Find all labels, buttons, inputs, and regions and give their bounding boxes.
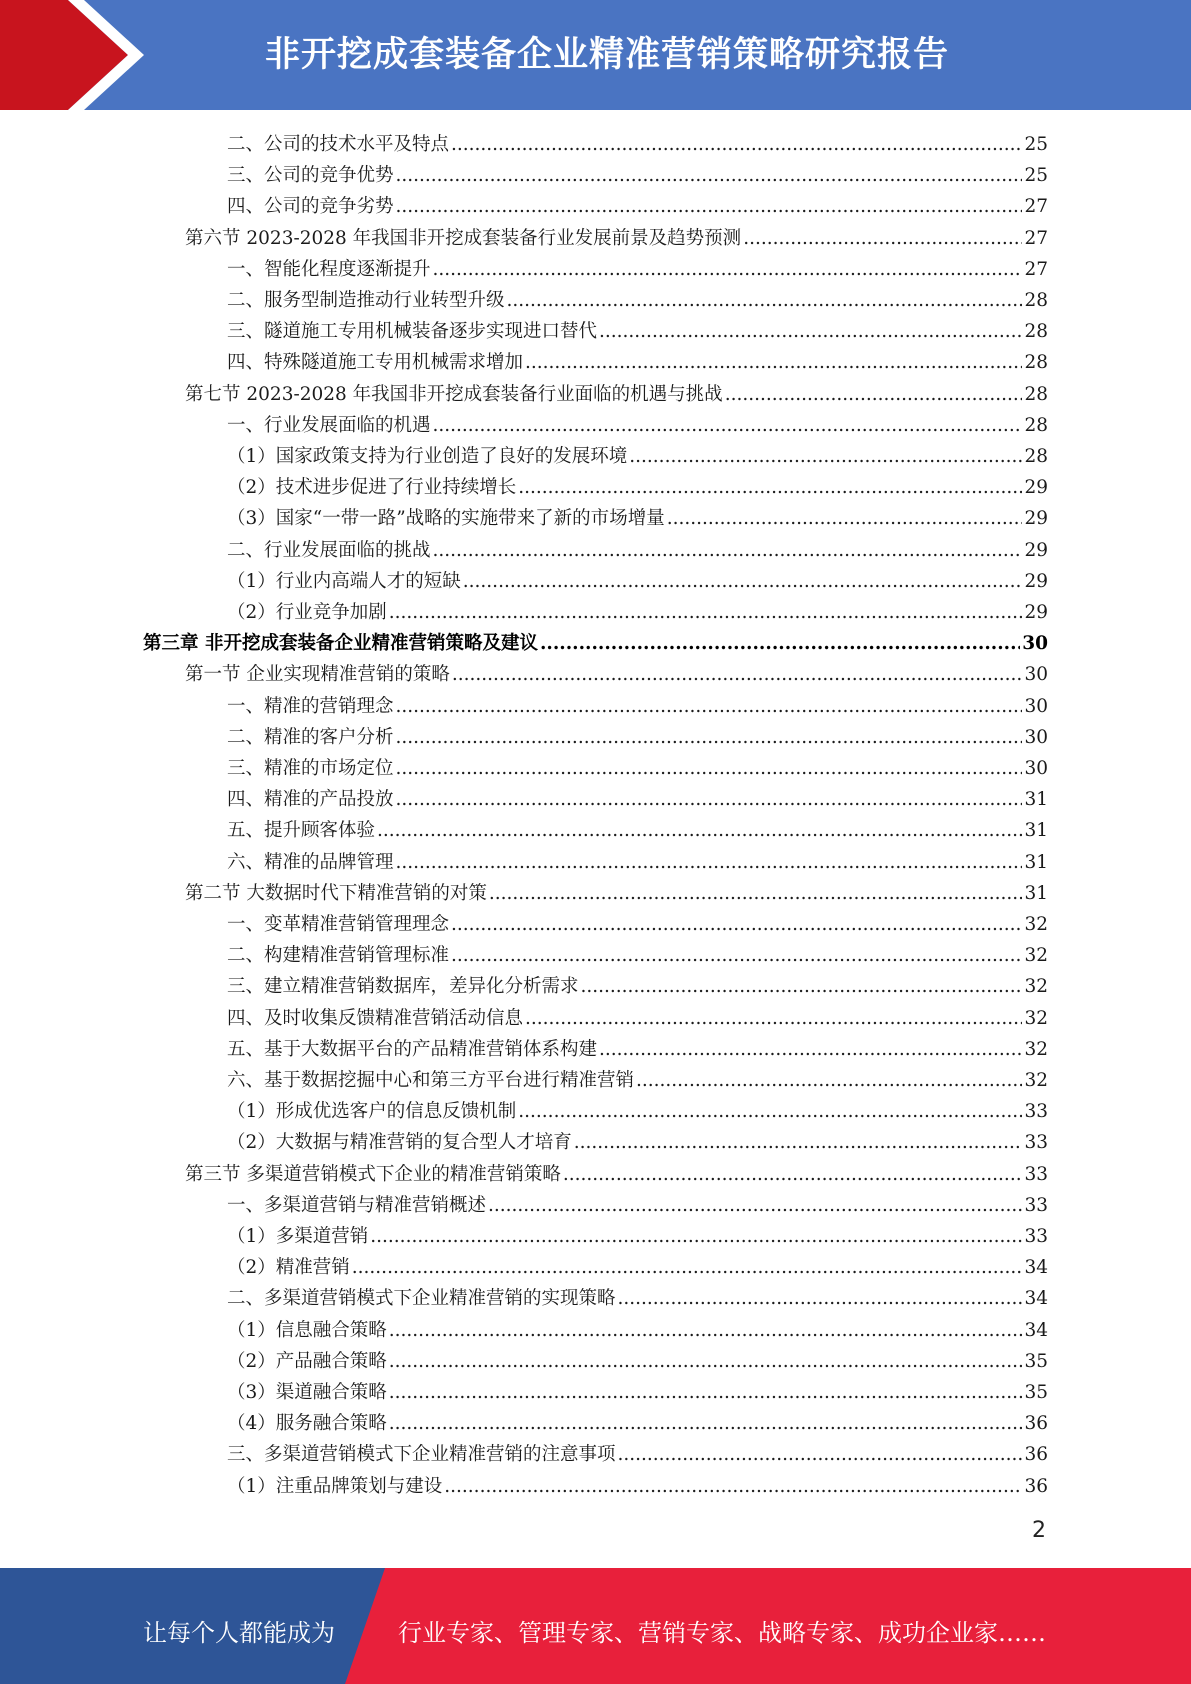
- toc-entry-title: 一、变革精准营销管理理念: [227, 914, 450, 935]
- toc-leader-dots: [451, 912, 1022, 938]
- toc-entry[interactable]: [185, 221, 1048, 252]
- toc-entry-page: 25: [1024, 165, 1048, 187]
- toc-entry-title: 二、多渠道营销模式下企业精准营销的实现策略: [227, 1288, 616, 1310]
- toc-entry-title: （2）大数据与精准营销的复合型人才培育: [227, 1132, 572, 1154]
- toc-entry-page: 28: [1024, 414, 1048, 436]
- toc-entry-title: 第七节 2023-2028 年我国非开挖成套装备行业面临的机遇与挑战: [185, 383, 723, 405]
- toc-leader-dots: [525, 1006, 1022, 1032]
- toc-entry[interactable]: [227, 1219, 1048, 1250]
- toc-entry[interactable]: [227, 595, 1048, 626]
- toc-leader-dots: [725, 382, 1023, 408]
- toc-entry[interactable]: [227, 1063, 1048, 1094]
- toc-entry-page: 31: [1024, 882, 1048, 904]
- toc-leader-dots: [396, 850, 1023, 876]
- toc-entry[interactable]: [227, 564, 1048, 595]
- toc-leader-dots: [433, 538, 1023, 564]
- toc-entry-title: 第二节 大数据时代下精准营销的对策: [185, 882, 487, 904]
- toc-entry[interactable]: [227, 1469, 1048, 1500]
- toc-entry-page: 27: [1024, 258, 1048, 280]
- toc-leader-dots: [444, 1474, 1022, 1500]
- toc-entry-title: （1）多渠道营销: [227, 1226, 369, 1247]
- toc-entry[interactable]: [227, 314, 1048, 345]
- footer-banner: [0, 1568, 1191, 1684]
- toc-entry-title: 五、提升顾客体验: [227, 820, 376, 842]
- toc-entry-page: 34: [1024, 1288, 1048, 1310]
- footer-slogan-left: 让每个人都能成为: [143, 1619, 335, 1647]
- toc-leader-dots: [389, 1380, 1023, 1406]
- toc-entry[interactable]: [227, 1125, 1048, 1156]
- toc-entry[interactable]: [227, 439, 1048, 470]
- header-banner: [0, 0, 1191, 110]
- toc-entry[interactable]: [227, 408, 1048, 439]
- toc-leader-dots: [433, 257, 1023, 283]
- toc-entry[interactable]: [185, 377, 1048, 408]
- toc-entry-page: 32: [1024, 1070, 1048, 1091]
- toc-entry-page: 33: [1024, 1132, 1048, 1154]
- toc-entry[interactable]: [227, 813, 1048, 844]
- toc-leader-dots: [396, 694, 1023, 720]
- toc-entry-title: （2）产品融合策略: [227, 1350, 387, 1372]
- toc-entry-page: 28: [1024, 321, 1048, 343]
- toc-leader-dots: [389, 1411, 1023, 1437]
- toc-entry-title: （3）国家“一带一路”战略的实施带来了新的市场增量: [227, 508, 665, 530]
- toc-entry-page: 34: [1024, 1319, 1048, 1341]
- toc-entry-page: 31: [1024, 789, 1048, 811]
- footer-slogan-right: 行业专家、管理专家、营销专家、战略专家、成功企业家……: [398, 1619, 1046, 1647]
- toc-entry-page: 32: [1024, 976, 1048, 998]
- toc-entry-title: （4）服务融合策略: [227, 1413, 387, 1435]
- toc-entry[interactable]: [227, 1344, 1048, 1375]
- toc-entry-title: （2）技术进步促进了行业持续增长: [227, 477, 517, 499]
- toc-entry-page: 36: [1024, 1444, 1048, 1466]
- toc-leader-dots: [581, 974, 1023, 1000]
- toc-entry-title: 四、公司的竞争劣势: [227, 196, 394, 218]
- toc-entry-title: （1）信息融合策略: [227, 1319, 387, 1341]
- toc-leader-dots: [377, 818, 1022, 844]
- toc-entry-title: 一、多渠道营销与精准营销概述: [227, 1194, 487, 1216]
- toc-leader-dots: [574, 1130, 1023, 1156]
- toc-entry-title: 二、精准的客户分析: [227, 726, 394, 748]
- toc-entry[interactable]: [227, 1001, 1048, 1032]
- toc-leader-dots: [518, 1099, 1022, 1125]
- toc-leader-dots: [563, 1162, 1023, 1188]
- toc-entry-page: 33: [1024, 1194, 1048, 1216]
- toc-entry-page: 29: [1024, 570, 1048, 592]
- toc-entry[interactable]: [227, 189, 1048, 220]
- toc-entry-page: 28: [1024, 383, 1048, 405]
- toc-entry[interactable]: [143, 626, 1048, 657]
- toc-entry[interactable]: [185, 657, 1048, 688]
- toc-entry[interactable]: [185, 1157, 1048, 1188]
- toc-leader-dots: [389, 600, 1023, 626]
- toc-entry[interactable]: [185, 876, 1048, 907]
- toc-leader-dots: [629, 444, 1022, 470]
- toc-entry-title: 二、构建精准营销管理标准: [227, 945, 450, 967]
- toc-entry-page: 29: [1024, 602, 1048, 623]
- toc-entry-title: （3）渠道融合策略: [227, 1382, 387, 1403]
- toc-entry-page: 36: [1024, 1475, 1048, 1497]
- toc-entry[interactable]: [227, 501, 1048, 532]
- toc-entry-title: 第一节 企业实现精准营销的策略: [185, 664, 450, 686]
- toc-entry-page: 32: [1024, 1038, 1048, 1060]
- toc-leader-dots: [451, 132, 1022, 158]
- toc-entry[interactable]: [227, 969, 1048, 1000]
- toc-entry-page: 35: [1024, 1382, 1048, 1403]
- toc-entry[interactable]: [227, 1313, 1048, 1344]
- toc-entry-title: 三、隧道施工专用机械装备逐步实现进口替代: [227, 321, 598, 343]
- toc-leader-dots: [389, 1318, 1023, 1344]
- toc-entry-page: 32: [1024, 945, 1048, 967]
- toc-leader-dots: [452, 662, 1023, 688]
- header-arrow-decoration: [0, 0, 150, 110]
- toc-entry[interactable]: [227, 345, 1048, 376]
- toc-entry-title: （1）形成优选客户的信息反馈机制: [227, 1101, 517, 1123]
- toc-entry-page: 30: [1024, 758, 1048, 779]
- toc-entry-page: 25: [1024, 134, 1048, 155]
- toc-entry[interactable]: [227, 938, 1048, 969]
- toc-leader-dots: [451, 943, 1022, 969]
- toc-entry-title: 二、服务型制造推动行业转型升级: [227, 290, 505, 311]
- toc-entry-page: 32: [1024, 1007, 1048, 1029]
- toc-entry-title: 三、多渠道营销模式下企业精准营销的注意事项: [227, 1444, 616, 1466]
- toc-entry-title: 三、精准的市场定位: [227, 758, 394, 779]
- toc-entry-page: 30: [1024, 695, 1048, 717]
- toc-leader-dots: [396, 787, 1023, 813]
- toc-entry-page: 31: [1024, 851, 1048, 873]
- toc-entry[interactable]: [227, 1250, 1048, 1281]
- toc-leader-dots: [463, 569, 1023, 595]
- toc-leader-dots: [599, 1037, 1022, 1063]
- toc-leader-dots: [618, 1442, 1023, 1468]
- toc-entry[interactable]: [227, 907, 1048, 938]
- toc-entry[interactable]: [227, 1437, 1048, 1468]
- toc-leader-dots: [433, 413, 1023, 439]
- toc-entry-title: （2）精准营销: [227, 1257, 350, 1279]
- toc-entry[interactable]: [227, 1375, 1048, 1406]
- toc-entry-title: 六、基于数据挖掘中心和第三方平台进行精准营销: [227, 1070, 635, 1091]
- toc-entry-page: 31: [1024, 820, 1048, 842]
- toc-entry-page: 30: [1024, 664, 1048, 686]
- toc-entry-title: 三、建立精准营销数据库，差异化分析需求: [227, 976, 579, 998]
- toc-entry-title: 六、精准的品牌管理: [227, 851, 394, 873]
- toc-entry-title: （1）行业内高端人才的短缺: [227, 570, 461, 592]
- toc-entry-title: （2）行业竞争加剧: [227, 602, 387, 623]
- toc-entry[interactable]: [227, 720, 1048, 751]
- toc-entry[interactable]: [227, 1188, 1048, 1219]
- toc-leader-dots: [667, 506, 1023, 532]
- toc-entry[interactable]: [227, 751, 1048, 782]
- report-title: 非开挖成套装备企业精准营销策略研究报告: [265, 35, 950, 75]
- toc-leader-dots: [352, 1255, 1023, 1281]
- toc-leader-dots: [743, 226, 1022, 252]
- toc-leader-dots: [488, 1193, 1022, 1219]
- toc-entry-page: 29: [1024, 539, 1048, 561]
- toc-entry-title: 第六节 2023-2028 年我国非开挖成套装备行业发展前景及趋势预测: [185, 227, 742, 249]
- toc-entry-page: 27: [1024, 196, 1048, 218]
- toc-entry-title: 第三章 非开挖成套装备企业精准营销策略及建议: [143, 633, 538, 655]
- toc-entry-title: 二、公司的技术水平及特点: [227, 134, 450, 155]
- toc-leader-dots: [518, 475, 1022, 501]
- toc-entry[interactable]: [227, 1281, 1048, 1312]
- toc-entry-title: 二、行业发展面临的挑战: [227, 539, 431, 561]
- toc-entry-page: 34: [1024, 1257, 1048, 1279]
- toc-leader-dots: [396, 725, 1023, 751]
- toc-leader-dots: [599, 319, 1022, 345]
- toc-leader-dots: [525, 350, 1022, 376]
- toc-entry-title: 四、及时收集反馈精准营销活动信息: [227, 1007, 524, 1029]
- toc-entry[interactable]: [227, 689, 1048, 720]
- toc-entry-title: 四、精准的产品投放: [227, 789, 394, 811]
- toc-entry-page: 28: [1024, 446, 1048, 467]
- toc-entry-page: 33: [1024, 1163, 1048, 1185]
- toc-entry-title: （1）国家政策支持为行业创造了良好的发展环境: [227, 446, 628, 467]
- toc-entry-title: 五、基于大数据平台的产品精准营销体系构建: [227, 1038, 598, 1060]
- toc-entry-page: 33: [1024, 1226, 1048, 1247]
- toc-entry-page: 28: [1024, 352, 1048, 374]
- toc-entry[interactable]: [227, 158, 1048, 189]
- toc-entry[interactable]: [227, 533, 1048, 564]
- toc-entry-page: 36: [1024, 1413, 1048, 1435]
- toc-entry[interactable]: [227, 1406, 1048, 1437]
- toc-leader-dots: [540, 631, 1020, 657]
- toc-entry-title: 第三节 多渠道营销模式下企业的精准营销策略: [185, 1163, 561, 1185]
- toc-entry-title: 一、行业发展面临的机遇: [227, 414, 431, 436]
- toc-leader-dots: [507, 288, 1023, 314]
- toc-entry[interactable]: [227, 1094, 1048, 1125]
- toc-entry-title: 三、公司的竞争优势: [227, 165, 394, 187]
- toc-entry[interactable]: [227, 283, 1048, 314]
- toc-entry[interactable]: [227, 1032, 1048, 1063]
- page-number: 2: [1032, 1518, 1046, 1543]
- toc-entry[interactable]: [227, 782, 1048, 813]
- toc-entry-page: 29: [1024, 477, 1048, 499]
- toc-entry-page: 27: [1024, 227, 1048, 249]
- toc-entry-page: 35: [1024, 1350, 1048, 1372]
- toc-entry[interactable]: [227, 252, 1048, 283]
- toc-entry-page: 32: [1024, 914, 1048, 935]
- toc-leader-dots: [396, 194, 1023, 220]
- toc-entry-title: （1）注重品牌策划与建设: [227, 1475, 443, 1497]
- toc-leader-dots: [389, 1349, 1023, 1375]
- toc-leader-dots: [618, 1286, 1023, 1312]
- toc-entry-page: 30: [1022, 633, 1048, 655]
- toc-entry-title: 一、智能化程度逐渐提升: [227, 258, 431, 280]
- toc-leader-dots: [636, 1068, 1022, 1094]
- toc-entry-page: 28: [1024, 290, 1048, 311]
- toc-entry-title: 一、精准的营销理念: [227, 695, 394, 717]
- toc-leader-dots: [370, 1224, 1022, 1250]
- toc-entry-page: 33: [1024, 1101, 1048, 1123]
- toc-entry[interactable]: [227, 470, 1048, 501]
- toc-entry-page: 30: [1024, 726, 1048, 748]
- toc-entry-title: 四、特殊隧道施工专用机械需求增加: [227, 352, 524, 374]
- toc-leader-dots: [489, 881, 1023, 907]
- toc-entry[interactable]: [227, 127, 1048, 158]
- toc-leader-dots: [396, 163, 1023, 189]
- toc-leader-dots: [396, 756, 1023, 782]
- toc-entry-page: 29: [1024, 508, 1048, 530]
- toc-entry[interactable]: [227, 845, 1048, 876]
